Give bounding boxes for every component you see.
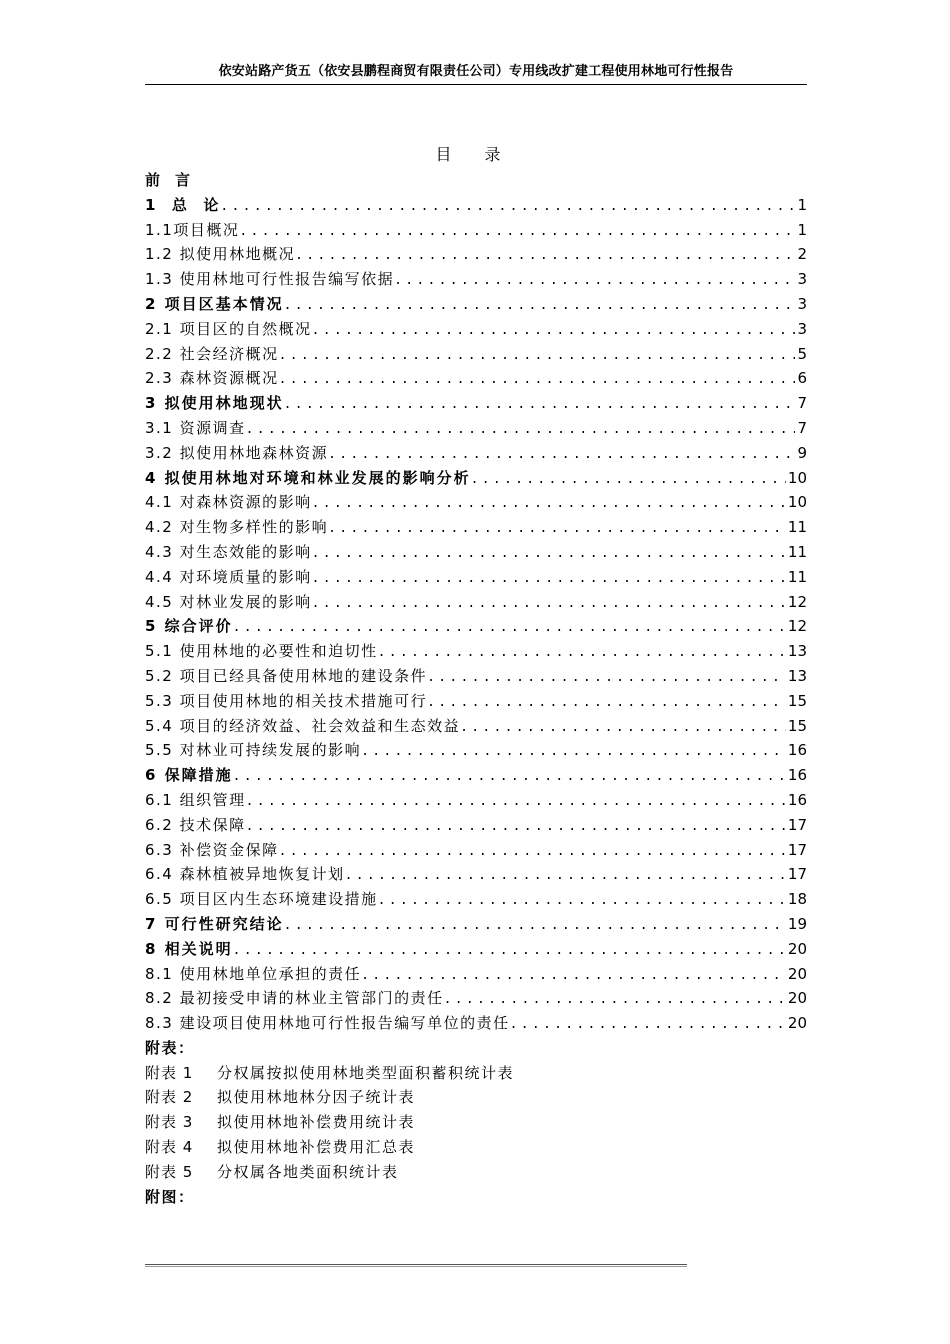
toc-entry-label: 8.1 使用林地单位承担的责任 bbox=[145, 964, 362, 983]
toc-entry-label: 5.1 使用林地的必要性和迫切性 bbox=[145, 642, 378, 661]
toc-entry-page: 3 bbox=[797, 319, 807, 338]
appendix-table-number: 附表 1 bbox=[145, 1063, 194, 1082]
toc-leader-dots bbox=[510, 1013, 786, 1038]
toc-entry-page: 15 bbox=[787, 716, 807, 735]
toc-entry-page: 7 bbox=[797, 418, 807, 437]
toc-entry-label: 6 保障措施 bbox=[145, 766, 233, 785]
appendix-table-item[interactable] bbox=[145, 1160, 807, 1185]
toc-entry[interactable] bbox=[145, 788, 807, 813]
toc-leader-dots bbox=[279, 368, 796, 393]
appendix-table-item[interactable] bbox=[145, 1085, 807, 1110]
table-of-contents bbox=[145, 168, 807, 1209]
toc-entry-page: 9 bbox=[797, 443, 807, 462]
toc-entry[interactable] bbox=[145, 441, 807, 466]
toc-entry[interactable] bbox=[145, 738, 807, 763]
toc-title: 目 录 bbox=[435, 145, 515, 164]
toc-entry-label: 1.2 拟使用林地概况 bbox=[145, 245, 296, 264]
footer-divider bbox=[145, 1264, 687, 1267]
appendix-tables-heading: 附表： bbox=[145, 1038, 195, 1057]
toc-entry[interactable] bbox=[145, 366, 807, 391]
appendix-table-title: 分权属按拟使用林地类型面积蓄积统计表 bbox=[217, 1063, 515, 1082]
toc-entry-page: 12 bbox=[787, 617, 807, 636]
toc-leader-dots bbox=[246, 815, 786, 840]
toc-entry[interactable] bbox=[145, 614, 807, 639]
toc-entry-label: 5.3 项目使用林地的相关技术措施可行 bbox=[145, 691, 428, 710]
toc-entry-label: 4.3 对生态效能的影响 bbox=[145, 542, 312, 561]
toc-entry[interactable] bbox=[145, 838, 807, 863]
toc-entry-label: 4.2 对生物多样性的影响 bbox=[145, 518, 329, 537]
toc-entry[interactable] bbox=[145, 912, 807, 937]
appendix-table-item[interactable] bbox=[145, 1135, 807, 1160]
toc-entry-page: 3 bbox=[797, 270, 807, 289]
toc-entry-label: 1.3 使用林地可行性报告编写依据 bbox=[145, 270, 395, 289]
toc-entry[interactable] bbox=[145, 862, 807, 887]
toc-entry-page: 12 bbox=[787, 592, 807, 611]
toc-leader-dots bbox=[427, 691, 786, 716]
toc-entry-page: 10 bbox=[787, 468, 807, 487]
page-header bbox=[145, 60, 807, 85]
toc-entry-page: 5 bbox=[797, 344, 807, 363]
toc-entry-label: 5.2 项目已经具备使用林地的建设条件 bbox=[145, 666, 428, 685]
toc-leader-dots bbox=[233, 765, 786, 790]
toc-entry[interactable] bbox=[145, 714, 807, 739]
toc-leader-dots bbox=[471, 468, 786, 493]
appendix-table-title: 拟使用林地林分因子统计表 bbox=[217, 1088, 416, 1107]
toc-leader-dots bbox=[239, 220, 795, 245]
toc-entry-label: 3.2 拟使用林地森林资源 bbox=[145, 443, 329, 462]
appendix-table-title: 拟使用林地补偿费用统计表 bbox=[217, 1113, 416, 1132]
toc-leader-dots bbox=[312, 592, 786, 617]
toc-leader-dots bbox=[279, 344, 796, 369]
toc-entries bbox=[145, 193, 807, 1036]
toc-entry-label: 6.2 技术保障 bbox=[145, 815, 246, 834]
toc-entry-page: 18 bbox=[787, 890, 807, 909]
toc-entry[interactable] bbox=[145, 813, 807, 838]
appendix-table-number: 附表 3 bbox=[145, 1113, 194, 1132]
toc-entry-label: 3 拟使用林地现状 bbox=[145, 394, 284, 413]
toc-leader-dots bbox=[312, 567, 786, 592]
toc-entry[interactable] bbox=[145, 763, 807, 788]
toc-entry-label: 2.1 项目区的自然概况 bbox=[145, 319, 312, 338]
appendix-tables-list bbox=[145, 1061, 807, 1185]
toc-leader-dots bbox=[233, 939, 786, 964]
appendix-table-number: 附表 2 bbox=[145, 1088, 194, 1107]
toc-entry-page: 3 bbox=[797, 294, 807, 313]
toc-entry-page: 17 bbox=[787, 865, 807, 884]
toc-entry[interactable] bbox=[145, 218, 807, 243]
appendix-table-title: 分权属各地类面积统计表 bbox=[217, 1162, 399, 1181]
toc-entry-label: 4 拟使用林地对环境和林业发展的影响分析 bbox=[145, 468, 471, 487]
toc-entry[interactable] bbox=[145, 986, 807, 1011]
toc-entry-label: 8.3 建设项目使用林地可行性报告编写单位的责任 bbox=[145, 1014, 510, 1033]
toc-leader-dots bbox=[284, 294, 796, 319]
toc-entry-page: 11 bbox=[787, 567, 807, 586]
toc-entry[interactable] bbox=[145, 416, 807, 441]
toc-leader-dots bbox=[312, 492, 786, 517]
toc-entry-label: 2.2 社会经济概况 bbox=[145, 344, 279, 363]
toc-entry-page: 6 bbox=[797, 369, 807, 388]
toc-entry[interactable] bbox=[145, 490, 807, 515]
toc-entry-label: 2.3 森林资源概况 bbox=[145, 369, 279, 388]
toc-entry-page: 13 bbox=[787, 642, 807, 661]
appendix-figures-heading: 附图： bbox=[145, 1187, 195, 1206]
toc-leader-dots bbox=[295, 244, 795, 269]
toc-entry-page: 20 bbox=[787, 939, 807, 958]
toc-entry-page: 20 bbox=[787, 989, 807, 1008]
toc-leader-dots bbox=[328, 517, 786, 542]
toc-entry-page: 11 bbox=[787, 518, 807, 537]
toc-entry-page: 19 bbox=[787, 914, 807, 933]
toc-entry[interactable] bbox=[145, 317, 807, 342]
toc-entry-label: 2 项目区基本情况 bbox=[145, 294, 284, 313]
toc-entry-label: 8 相关说明 bbox=[145, 939, 233, 958]
toc-entry-page: 20 bbox=[787, 964, 807, 983]
toc-entry-page: 10 bbox=[787, 493, 807, 512]
toc-entry-label: 6.4 森林植被异地恢复计划 bbox=[145, 865, 345, 884]
toc-entry-page: 1 bbox=[797, 195, 807, 214]
toc-entry-label: 4.4 对环境质量的影响 bbox=[145, 567, 312, 586]
appendix-table-number: 附表 5 bbox=[145, 1162, 194, 1181]
toc-entry-label: 3.1 资源调查 bbox=[145, 418, 246, 437]
toc-leader-dots bbox=[394, 269, 795, 294]
toc-entry-label: 4.5 对林业发展的影响 bbox=[145, 592, 312, 611]
toc-leader-dots bbox=[312, 319, 796, 344]
toc-leader-dots bbox=[378, 889, 786, 914]
toc-leader-dots bbox=[312, 542, 786, 567]
toc-leader-dots bbox=[246, 418, 796, 443]
toc-leader-dots bbox=[361, 964, 786, 989]
toc-entry-page: 13 bbox=[787, 666, 807, 685]
toc-entry[interactable] bbox=[145, 639, 807, 664]
toc-leader-dots bbox=[328, 443, 795, 468]
toc-entry-label: 4.1 对森林资源的影响 bbox=[145, 493, 312, 512]
toc-entry-page: 16 bbox=[787, 766, 807, 785]
toc-entry[interactable] bbox=[145, 962, 807, 987]
toc-entry-page: 1 bbox=[797, 220, 807, 239]
toc-entry-page: 16 bbox=[787, 741, 807, 760]
toc-entry-label: 8.2 最初接受申请的林业主管部门的责任 bbox=[145, 989, 444, 1008]
toc-entry-page: 17 bbox=[787, 840, 807, 859]
toc-entry-label: 6.3 补偿资金保障 bbox=[145, 840, 279, 859]
appendix-table-title: 拟使用林地补偿费用汇总表 bbox=[217, 1138, 416, 1157]
toc-entry[interactable] bbox=[145, 193, 807, 218]
toc-leader-dots bbox=[220, 195, 795, 220]
toc-entry[interactable] bbox=[145, 937, 807, 962]
toc-entry-page: 17 bbox=[787, 815, 807, 834]
preface-heading: 前 言 bbox=[145, 171, 192, 189]
toc-entry[interactable] bbox=[145, 466, 807, 491]
toc-entry-label: 7 可行性研究结论 bbox=[145, 914, 284, 933]
toc-entry[interactable] bbox=[145, 342, 807, 367]
toc-leader-dots bbox=[233, 616, 786, 641]
toc-entry-label: 5.4 项目的经济效益、社会效益和生态效益 bbox=[145, 716, 461, 735]
toc-entry[interactable] bbox=[145, 1011, 807, 1036]
toc-entry[interactable] bbox=[145, 515, 807, 540]
toc-entry-label: 6.1 组织管理 bbox=[145, 790, 246, 809]
toc-entry[interactable] bbox=[145, 267, 807, 292]
toc-entry[interactable] bbox=[145, 590, 807, 615]
toc-entry-page: 20 bbox=[787, 1014, 807, 1033]
appendix-table-item[interactable] bbox=[145, 1110, 807, 1135]
toc-entry[interactable] bbox=[145, 887, 807, 912]
toc-entry-label: 6.5 项目区内生态环境建设措施 bbox=[145, 890, 378, 909]
toc-leader-dots bbox=[460, 716, 786, 741]
appendix-table-item[interactable] bbox=[145, 1061, 807, 1086]
toc-leader-dots bbox=[284, 393, 796, 418]
toc-leader-dots bbox=[246, 790, 786, 815]
toc-entry[interactable] bbox=[145, 391, 807, 416]
toc-entry[interactable] bbox=[145, 292, 807, 317]
toc-entry-page: 16 bbox=[787, 790, 807, 809]
toc-entry-label: 1.1项目概况 bbox=[145, 220, 240, 239]
toc-entry[interactable] bbox=[145, 664, 807, 689]
toc-entry-label: 5 综合评价 bbox=[145, 617, 233, 636]
toc-entry[interactable] bbox=[145, 540, 807, 565]
toc-leader-dots bbox=[378, 641, 786, 666]
toc-entry-label: 1 总 论 bbox=[145, 195, 221, 214]
toc-entry-label: 5.5 对林业可持续发展的影响 bbox=[145, 741, 362, 760]
toc-leader-dots bbox=[361, 740, 786, 765]
toc-entry-page: 2 bbox=[797, 245, 807, 264]
toc-entry[interactable] bbox=[145, 689, 807, 714]
toc-entry[interactable] bbox=[145, 242, 807, 267]
appendix-table-number: 附表 4 bbox=[145, 1138, 194, 1157]
header-title: 依安站路产货五（依安县鹏程商贸有限责任公司）专用线改扩建工程使用林地可行性报告 bbox=[218, 64, 734, 79]
toc-leader-dots bbox=[427, 666, 786, 691]
toc-leader-dots bbox=[345, 864, 786, 889]
toc-entry-page: 11 bbox=[787, 542, 807, 561]
toc-entry[interactable] bbox=[145, 565, 807, 590]
toc-entry-page: 15 bbox=[787, 691, 807, 710]
toc-entry-page: 7 bbox=[797, 394, 807, 413]
toc-leader-dots bbox=[284, 914, 786, 939]
toc-leader-dots bbox=[444, 988, 786, 1013]
toc-leader-dots bbox=[279, 840, 786, 865]
